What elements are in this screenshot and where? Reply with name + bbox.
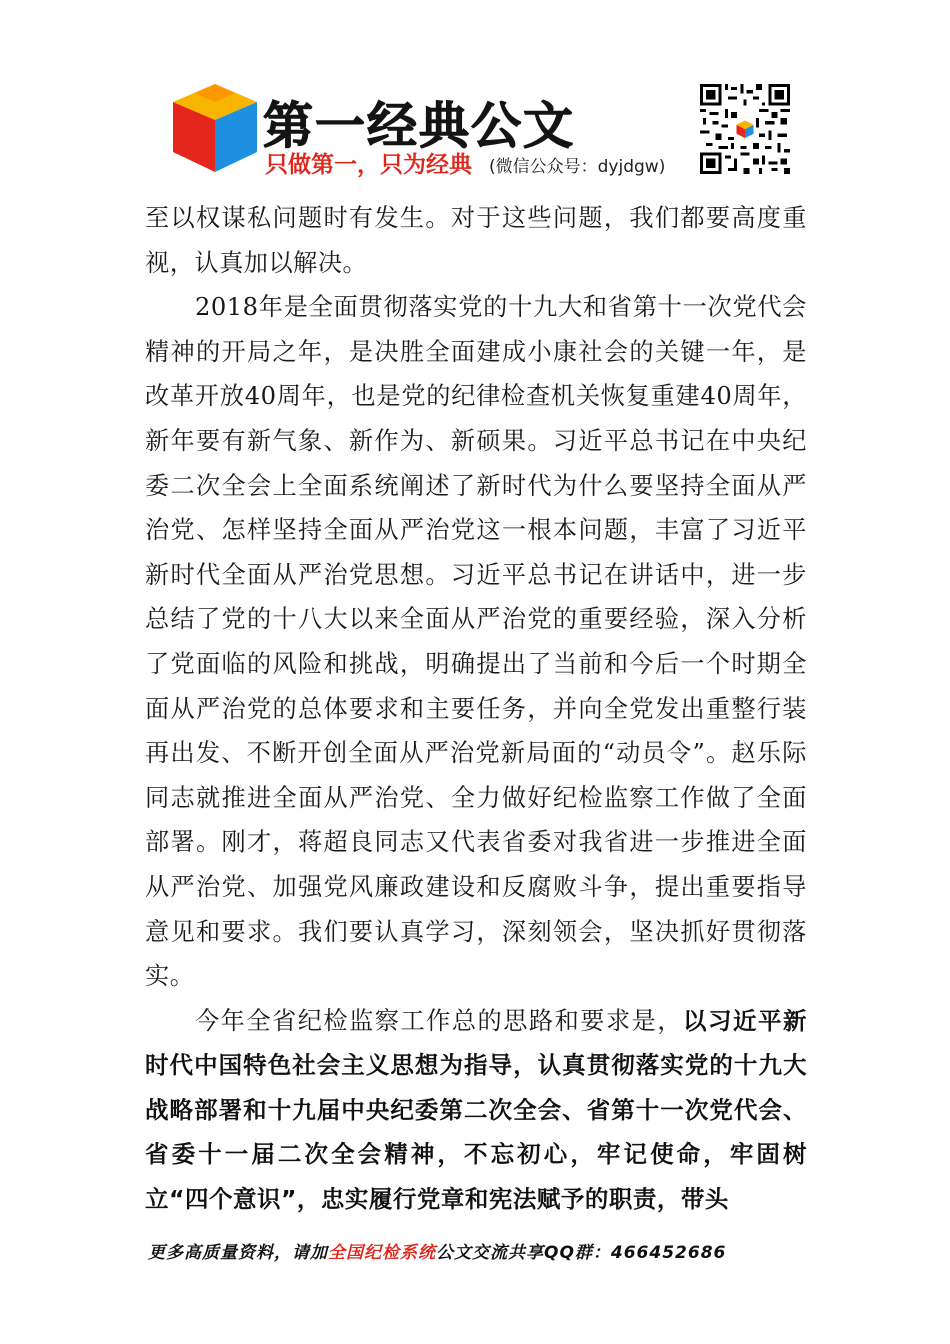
paragraph-2: 2018年是全面贯彻落实党的十九大和省第十一次党代会精神的开局之年，是决胜全面建成小康社会的关键一年，是改革开放40周年，也是党的纪律检查机关恢复重建40周年，新年要有新气象、新作为、新硕果。习近平总书记在中央纪委二次全会上全面系统阐述了新时代为什么要坚持全面从严治党、怎样坚持全面从严治党这一根本问题，丰富了习近平新时代全面从严治党思想。习近平总书记在讲话中，进一步总结了党的十八大以来全面从严治党的重要经验，深入分析了党面临的风险和挑战，明确提出了当前和今后一个时期全面从严治党的总体要求和主要任务，并向全党发出重整行装再出发、不断开创全面从严治党新局面的“动员令”。赵乐际同志就推进全面从严治党、全力做好纪检监察工作做了全面部署。刚才，蒋超良同志又代表省委对我省进一步推进全面从严治党、加强党风廉政建设和反腐败斗争，提出重要指导意见和要求。我们要认真学习，深刻领会，坚决抓好贯彻落实。 — [145, 293, 807, 991]
document-body — [145, 196, 807, 1222]
footer-note — [148, 1238, 726, 1263]
footer-prefix: 更多高质量资料，请加 — [148, 1243, 328, 1263]
footer-suffix: 公文交流共享QQ群：466452686 — [436, 1243, 727, 1263]
paragraph-1: 至以权谋私问题时有发生。对于这些问题，我们都要高度重视，认真加以解决。 — [145, 204, 807, 277]
cube-logo-icon — [165, 80, 265, 178]
footer-highlight: 全国纪检系统 — [328, 1243, 436, 1263]
brand-title: 第一经典公文 — [263, 97, 575, 155]
brand-wechat-id: (微信公众号：dyjdgw) — [489, 157, 666, 177]
paragraph-3-intro: 今年全省纪检监察工作总的思路和要求是， — [195, 1006, 683, 1035]
paragraph-3 — [145, 999, 807, 1222]
qr-code-icon — [700, 84, 790, 174]
paragraph-3-bold: 以习近平新时代中国特色社会主义思想为指导，认真贯彻落实党的十九大战略部署和十九届中央纪委第二次全会、省第十一次党代会、省委十一届二次全会精神，不忘初心，牢记使命，牢固树立“四个意识”，忠实履行党章和宪法赋予的职责，带头 — [145, 1006, 807, 1214]
brand-slogan: 只做第一，只为经典 — [265, 152, 472, 178]
